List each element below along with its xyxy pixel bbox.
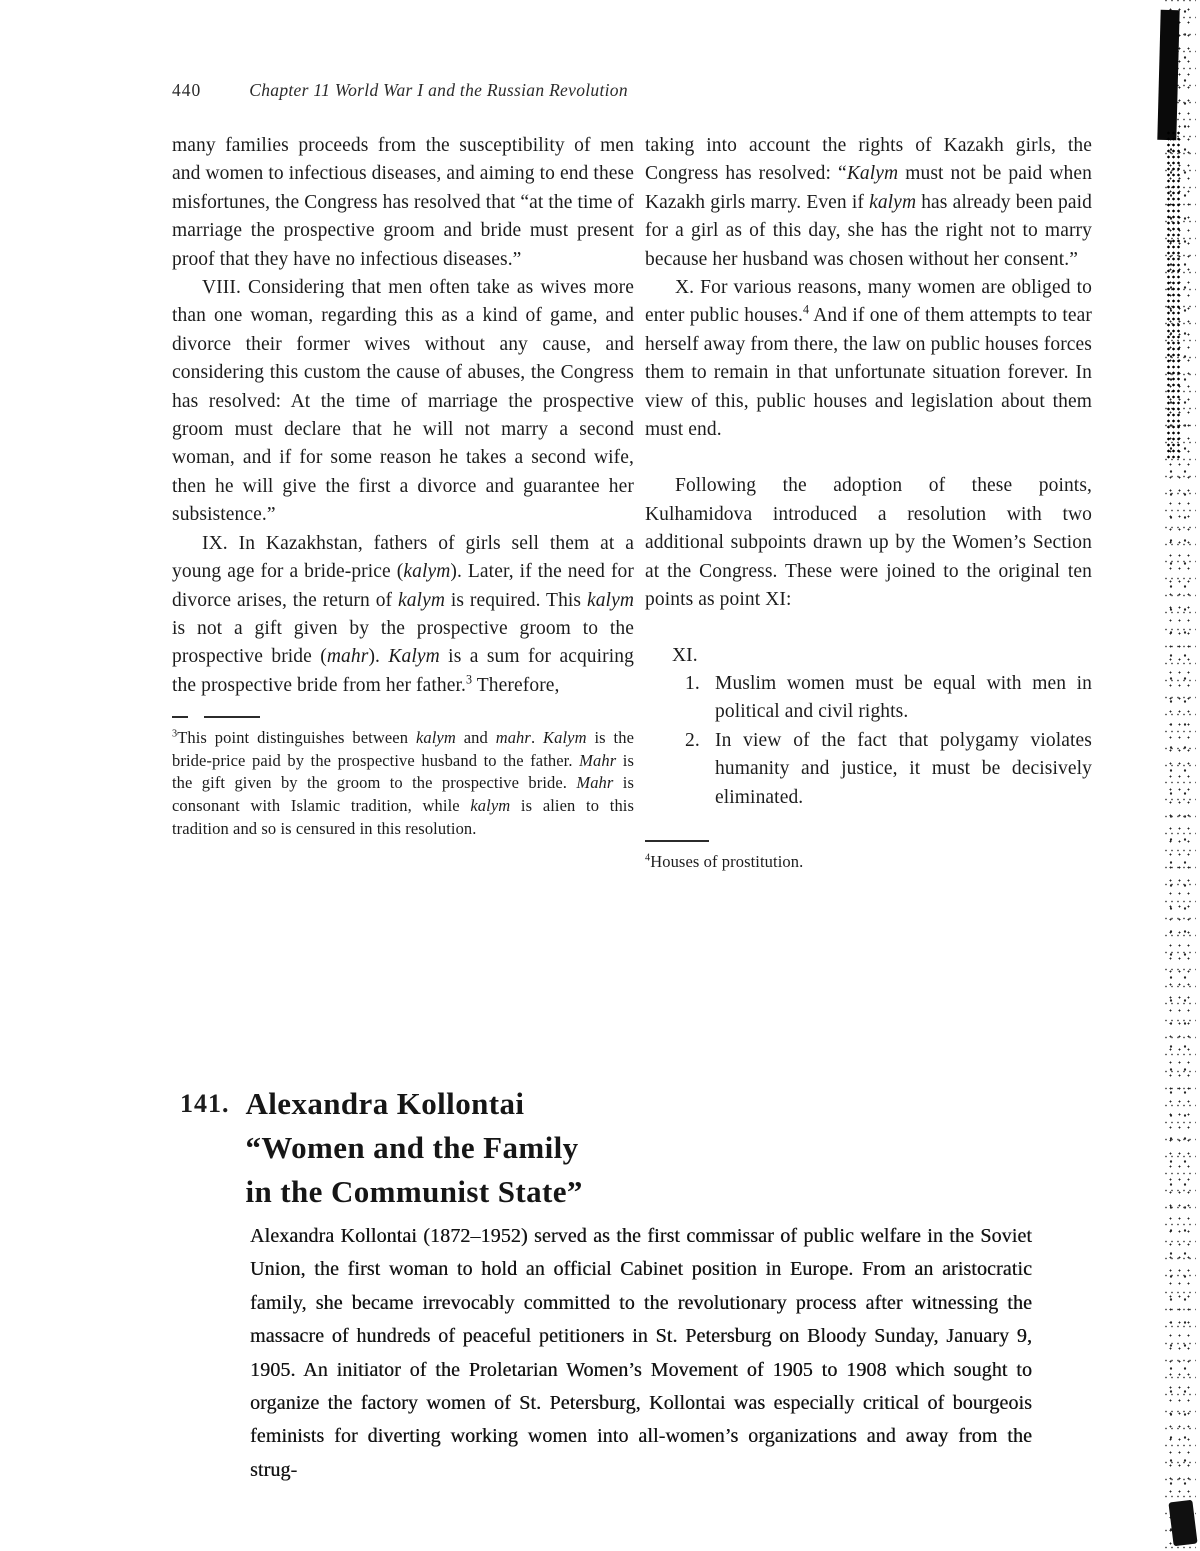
list-item-number: 2. xyxy=(685,729,700,751)
paragraph-continuation: many families proceeds from the susceptibility of men and women to infectious diseases, and aiming to end these misfortunes, the Congress has resolved that “at the time of marriage the prospective groom and bride must present proof that they have no infectious diseases.” xyxy=(172,135,634,270)
footnote-separator xyxy=(172,716,634,718)
document-heading xyxy=(180,1082,583,1214)
running-head xyxy=(172,80,1072,101)
scan-artifact-edge xyxy=(1148,0,1200,1551)
chapter-title: Chapter 11 World War I and the Russian Revolution xyxy=(249,80,628,100)
scan-dense-speckle xyxy=(1166,130,1182,460)
paragraph-ix: IX. In Kazakhstan, fathers of girls sell them at a young age for a bride-price (kalym). Later, if the need for divorce arises, the return of kalym is required. This kalym is not a gift given by the prospective groom to the prospective bride (mahr). Kalym is a sum for acquiring the prospective bride from her father.$^3$ Therefore, xyxy=(172,532,635,696)
list-item-text: Muslim women must be equal with men in political and civil rights. xyxy=(715,672,1092,723)
footnote-public-houses: $^4$Houses of prostitution. xyxy=(645,851,804,871)
title-line-author: Alexandra Kollontai xyxy=(245,1086,525,1121)
headnote-intro: Alexandra Kollontai (1872–1952) served as the first commissar of public welfare in the Soviet Union, the first woman to hold an official Cabinet position in Europe. From an aristocratic family, she became irrevocably committed to the revolutionary process after witnessing the massacre of hundreds of peaceful petitioners in St. Petersburg on Bloody Sunday, January 9, 1905. An initiator of the Proletarian Women’s Movement of 1905 to 1908 which sought to organize the factory women of St. Petersburg, Kollontai was especially critical of bourgeois feminists for diverting working women into all-women’s organizations and away from the strug- xyxy=(250,1225,1032,1481)
point-xi-block xyxy=(645,642,1092,812)
document-title xyxy=(246,1082,583,1214)
point-xi-label: XI. xyxy=(672,644,698,666)
scan-speckle xyxy=(1164,0,1196,1551)
document-number: 141. xyxy=(180,1089,230,1118)
list-item-text: In view of the fact that polygamy violates humanity and justice, it must be decisively eliminated. xyxy=(715,729,1092,808)
paragraph-following: Following the adoption of these points, Kulhamidova introduced a resolution with two additional subpoints drawn up by the Women’s Section at the Congress. These were joined to the original ten points as point XI: xyxy=(645,475,1092,611)
scan-dark-bar xyxy=(1157,10,1179,140)
point-xi-list xyxy=(685,670,1092,812)
footnote-separator xyxy=(645,840,1092,842)
list-item-number: 1. xyxy=(685,672,700,694)
paragraph-viii: VIII. Considering that men often take as wives more than one woman, regarding this as a kind of game, and divorce their former wives without any cause, and considering this custom the cause of abuses, the Congress has resolved: At the time of marriage the prospective groom must declare that he will not marry a second woman, and if for some reason he takes a second wife, then he will give the first a divorce and guarantee her subsistence.” xyxy=(172,277,634,526)
page-number: 440 xyxy=(172,80,202,100)
list-item xyxy=(685,727,1092,812)
title-line-2: in the Communist State” xyxy=(245,1174,583,1209)
list-item xyxy=(685,670,1092,727)
title-line-1: “Women and the Family xyxy=(245,1130,579,1165)
left-column xyxy=(172,132,634,840)
footnote-kalym-mahr: $^3$This point distinguishes between kalym and mahr. Kalym is the bride-price paid by the prospective husband to the father. Mahr is the gift given by the groom to the prospective bride. Mahr is consonant with Islamic tradition, while kalym is alien to this tradition and so is censured in this resolution. xyxy=(172,728,634,838)
paragraph-continuation: taking into account the rights of Kazakh girls, the Congress has resolved: “Kalym must not be paid when Kazakh girls marry. Even if kalym has already been paid for a girl as of this day, she has the right not to marry because her husband was chosen without her consent.” xyxy=(645,135,1092,270)
scan-corner-blob xyxy=(1168,1500,1197,1547)
right-column xyxy=(645,132,1092,874)
paragraph-x: X. For various reasons, many women are obliged to enter public houses.$^4$ And if one of them attempts to tear herself away from there, the law on public houses forces them to remain in that unfortunate situation forever. In view of this, public houses and legislation about them must end. xyxy=(645,277,1092,441)
